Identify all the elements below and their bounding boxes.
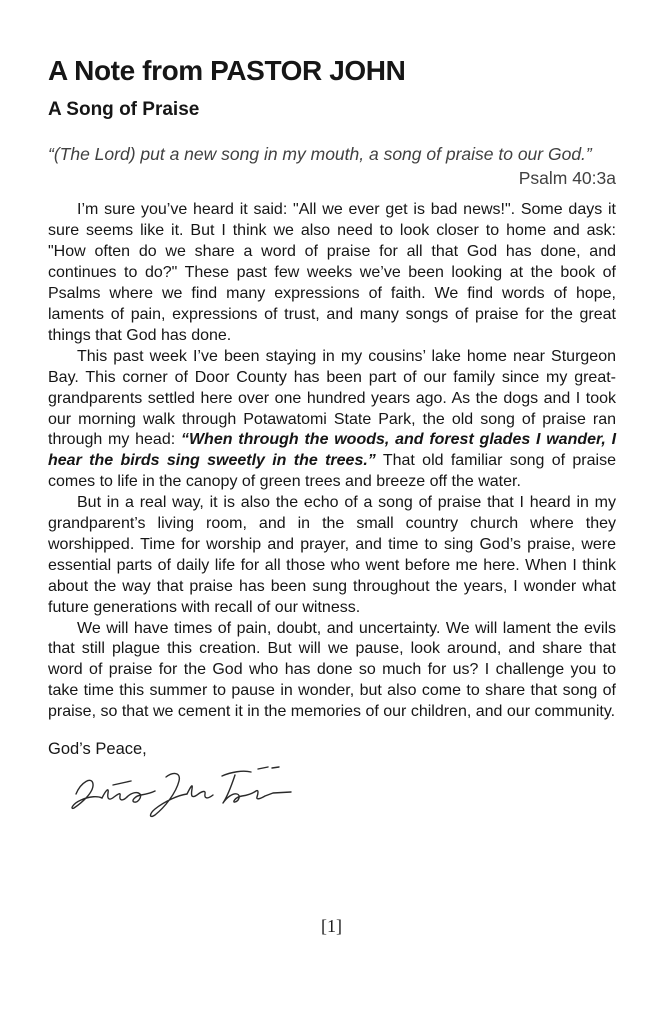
pastor-signature-image [62,763,616,825]
article-title: A Note from PASTOR JOHN [48,55,406,86]
paragraph-4: We will have times of pain, doubt, and uncertainty. We will lament the evils that still plague this creation. But will we pause, look around, and share that word of praise for the God who has done so much for us? I challenge you to take time this summer to pause in wonder, but also come to share that song of praise, so that we cement it in the memories of our children, and our community. [48,619,616,721]
epigraph-attribution: Psalm 40:3a [518,167,616,188]
page-number: [1] [321,916,342,936]
paragraph-3: But in a real way, it is also the echo of a song of praise that I heard in my grandparent’s living room, and in the small country church where they worshipped. Time for worship and prayer, and time to sing God’s praise, were essential parts of daily life for all those who went before me here. When I think about the way that praise has been sung throughout the years, I wonder what future generations with recall of our witness. [48,494,616,616]
closing-salutation: God’s Peace, [48,740,147,759]
paragraph-2: This past week I’ve been staying in my cousins’ lake home near Sturgeon Bay. This corner of Door County has been part of our family since my great-grandparents settled here over one hundred years ago. As the dogs and I took our morning walk through Potawatomi State Park, the old song of praise ran through my head: “When through the woods, and forest glades I wander, I hear the birds sing sweetly in the trees.” That old familiar song of praise comes to life in the canopy of green trees and breeze off the water. [48,347,617,491]
paragraph-1: I’m sure you’ve heard it said: "All we ever get is bad news!". Some days it sure seems like it. But I think we also need to look closer to home and ask: "How often do we share a word of praise for all that God has done, and continues to do?" These past few weeks we’ve been looking at the book of Psalms where we find many expressions of faith. We find words of hope, laments of pain, expressions of trust, and many songs of praise for the great things that God has done. [48,201,616,344]
epigraph [48,144,616,190]
article-subtitle: A Song of Praise [48,98,200,120]
epigraph-quote: “(The Lord) put a new song in my mouth, a song of praise to our God.” [48,143,592,164]
article-body [48,200,616,723]
